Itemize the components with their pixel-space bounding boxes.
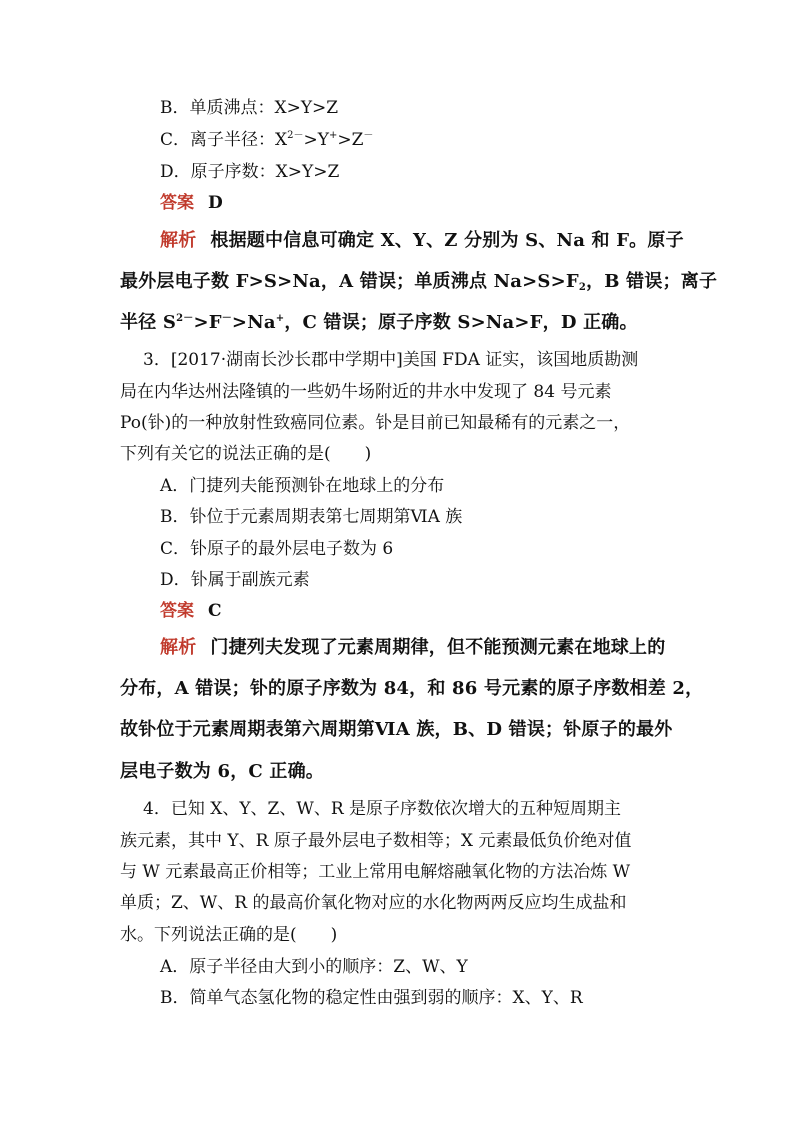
q3-stem-line-4: 下列有关它的说法正确的是( ) (120, 444, 372, 464)
q3-answer (160, 600, 222, 622)
q4-option-b: B．简单气态氢化物的稳定性由强到弱的顺序：X、Y、R (160, 988, 583, 1008)
superscript: + (328, 130, 338, 141)
q3-analysis-line-2: 分布，A 错误；钋的原子序数为 84，和 86 号元素的原子序数相差 2， (120, 678, 704, 699)
q4-option-a: A．原子半径由大到小的顺序：Z、W、Y (160, 957, 468, 977)
q4-stem-line-1: 4．已知 X、Y、Z、W、R 是原子序数依次增大的五种短周期主 (143, 799, 622, 819)
subscript: 2 (578, 282, 587, 293)
superscript: － (221, 313, 232, 324)
q3-stem-line-3: Po(钋)的一种放射性致癌同位素。钋是目前已知最稀有的元素之一， (120, 413, 631, 433)
q2-analysis-line-1 (160, 230, 684, 252)
analysis-text: >Na (231, 312, 276, 333)
superscript: － (363, 130, 374, 141)
q4-stem-line-4: 单质；Z、W、R 的最高价氧化物对应的水化物两两反应均生成盐和 (120, 893, 627, 913)
q2-option-c-text: C．离子半径：X (160, 130, 288, 150)
analysis-text: ，C 错误；原子序数 S>Na>F，D 正确。 (284, 312, 638, 333)
q3-analysis-line-1 (160, 637, 665, 659)
answer-value: D (208, 193, 223, 213)
q2-analysis-line-2 (120, 271, 717, 293)
analysis-text: 半径 S (120, 312, 177, 333)
superscript: + (275, 313, 285, 324)
q3-option-a: A．门捷列夫能预测钋在地球上的分布 (160, 476, 445, 496)
q3-stem-line-1: 3．[2017·湖南长沙长郡中学期中]美国 FDA 证实，该国地质勘测 (143, 350, 639, 370)
q3-option-b: B．钋位于元素周期表第七周期第ⅥA 族 (160, 507, 463, 527)
q4-stem-line-3: 与 W 元素最高正价相等；工业上常用电解熔融氧化物的方法冶炼 W (120, 862, 631, 882)
analysis-text: 门捷列夫发现了元素周期律，但不能预测元素在地球上的 (210, 637, 666, 658)
q2-analysis-line-3 (120, 312, 638, 334)
q3-option-c: C．钋原子的最外层电子数为 6 (160, 539, 394, 559)
q2-option-c-text: >Y (303, 130, 329, 150)
q2-answer (160, 192, 223, 214)
answer-label: 答案 (160, 601, 194, 621)
q2-option-b: B．单质沸点：X>Y>Z (160, 98, 339, 118)
q4-stem-line-2: 族元素，其中 Y、R 原子最外层电子数相等；X 元素最低负价绝对值 (120, 831, 632, 851)
answer-value: C (208, 601, 222, 621)
analysis-text: ，B 错误；离子 (586, 271, 718, 292)
answer-label: 答案 (160, 193, 194, 213)
q2-option-c (160, 129, 373, 151)
superscript: 2－ (176, 313, 194, 324)
q2-option-c-text: >Z (337, 130, 364, 150)
q4-stem-line-5: 水。下列说法正确的是( ) (120, 925, 338, 945)
q2-option-d: D．原子序数：X>Y>Z (160, 162, 340, 182)
analysis-text: 最外层电子数 F>S>Na，A 错误；单质沸点 Na>S>F (120, 271, 579, 292)
q3-analysis-line-4: 层电子数为 6，C 正确。 (120, 761, 324, 782)
q3-stem-line-2: 局在内华达州法隆镇的一些奶牛场附近的井水中发现了 84 号元素 (120, 382, 612, 402)
analysis-text: 根据题中信息可确定 X、Y、Z 分别为 S、Na 和 F。原子 (210, 230, 684, 251)
q3-analysis-line-3: 故钋位于元素周期表第六周期第ⅥA 族，B、D 错误；钋原子的最外 (120, 719, 673, 740)
analysis-label: 解析 (160, 230, 197, 251)
superscript: 2－ (287, 130, 304, 141)
analysis-text: >F (193, 312, 222, 333)
analysis-label: 解析 (160, 637, 197, 658)
q3-option-d: D．钋属于副族元素 (160, 570, 310, 590)
